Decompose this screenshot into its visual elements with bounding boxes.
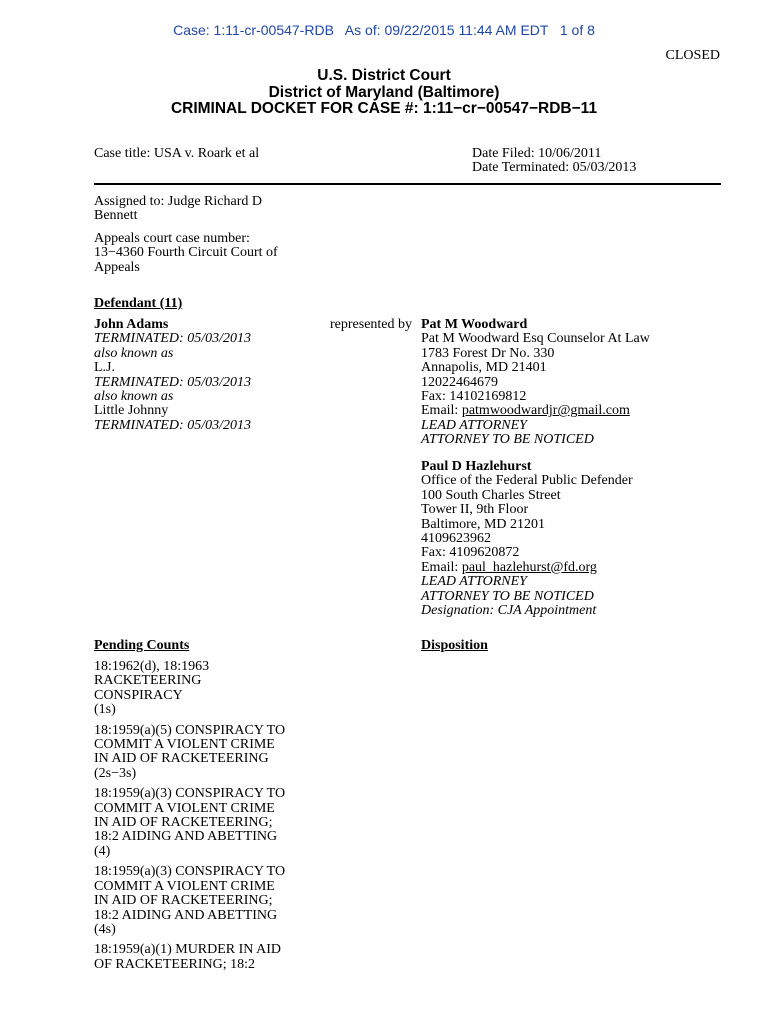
attorney-email-link[interactable]: paul_hazlehurst@fd.org	[461, 559, 597, 575]
assigned-line-1: Assigned to: Judge Richard D	[94, 194, 262, 209]
aka-label: also known as	[94, 389, 174, 405]
count-line: (4s)	[94, 921, 116, 937]
count-line: 18:2 AIDING AND ABETTING	[94, 829, 278, 845]
count-line: IN AID OF RACKETEERING	[94, 751, 269, 767]
attorney-address: Annapolis, MD 21401	[421, 360, 547, 376]
attorney-designation: Designation: CJA Appointment	[421, 603, 597, 619]
assigned-line-2: Bennett	[94, 208, 138, 224]
count-line: 18:1959(a)(1) MURDER IN AID	[94, 942, 282, 958]
count-line: (1s)	[94, 702, 116, 718]
represented-by-label: represented by	[330, 317, 413, 332]
count-entry	[94, 724, 314, 782]
count-line: CONSPIRACY	[94, 687, 183, 703]
terminated-date: TERMINATED: 05/03/2013	[94, 331, 251, 347]
count-entry	[94, 787, 314, 859]
email-label: Email:	[421, 403, 462, 419]
defendant-alias: L.J.	[94, 360, 115, 376]
attorney-role: LEAD ATTORNEY	[421, 417, 527, 433]
count-entry	[94, 660, 314, 718]
attorney-role: ATTORNEY TO BE NOTICED	[421, 588, 594, 604]
count-line: (4)	[94, 843, 111, 859]
defendant-heading: Defendant (11)	[94, 296, 183, 311]
count-line: COMMIT A VIOLENT CRIME	[94, 737, 275, 753]
count-line: 18:2 AIDING AND ABETTING	[94, 907, 278, 923]
defendant-name: John Adams	[94, 317, 169, 332]
attorney-org: Office of the Federal Public Defender	[421, 473, 633, 489]
docket-title: CRIMINAL DOCKET FOR CASE #: 1:11−cr−00547−RDB−11	[170, 100, 598, 117]
count-line: IN AID OF RACKETEERING;	[94, 893, 273, 909]
attorney-name: Paul D Hazlehurst	[421, 459, 532, 474]
attorney-phone: 4109623962	[421, 531, 491, 547]
appeals-line-2: 13−4360 Fourth Circuit Court of	[94, 245, 278, 261]
attorney-role: LEAD ATTORNEY	[421, 574, 527, 590]
attorney-email-link[interactable]: patmwoodwardjr@gmail.com	[461, 403, 630, 419]
defendant-block	[94, 318, 251, 433]
count-entry	[94, 865, 314, 937]
header-divider	[94, 183, 721, 185]
attorney-address: Baltimore, MD 21201	[421, 516, 546, 532]
count-line: COMMIT A VIOLENT CRIME	[94, 878, 275, 894]
defendant-alias: Little Johnny	[94, 403, 169, 419]
attorney-fax: Fax: 4109620872	[421, 545, 520, 561]
assigned-judge	[94, 195, 262, 224]
pending-counts-heading: Pending Counts	[94, 638, 190, 653]
pending-counts-list	[94, 660, 314, 978]
count-line: 18:1962(d), 18:1963	[94, 659, 210, 674]
attorney-name: Pat M Woodward	[421, 317, 528, 332]
docket-banner: Case: 1:11-cr-00547-RDB As of: 09/22/2015 11:44 AM EDT 1 of 8	[173, 22, 595, 38]
count-line: 18:1959(a)(5) CONSPIRACY TO	[94, 722, 286, 738]
date-filed: Date Filed: 10/06/2011	[472, 146, 602, 161]
court-heading	[0, 68, 768, 118]
aka-label: also known as	[94, 345, 174, 361]
attorney-fax: Fax: 14102169812	[421, 389, 527, 405]
attorney-phone: 12022464679	[421, 374, 498, 390]
attorney-email-row	[421, 561, 633, 575]
attorney-block	[421, 460, 633, 618]
terminated-date: TERMINATED: 05/03/2013	[94, 417, 251, 433]
attorney-address: 100 South Charles Street	[421, 487, 561, 503]
terminated-date: TERMINATED: 05/03/2013	[94, 374, 251, 390]
attorney-org: Pat M Woodward Esq Counselor At Law	[421, 331, 650, 347]
count-line: 18:1959(a)(3) CONSPIRACY TO	[94, 786, 286, 802]
attorney-address: Tower II, 9th Floor	[421, 502, 529, 518]
disposition-heading: Disposition	[421, 638, 488, 653]
attorney-email-row	[421, 404, 650, 418]
count-line: OF RACKETEERING; 18:2	[94, 956, 255, 972]
appeals-case-number	[94, 232, 278, 275]
case-status: CLOSED	[665, 48, 720, 63]
count-line: RACKETEERING	[94, 673, 202, 689]
appeals-line-3: Appeals	[94, 259, 140, 275]
count-line: 18:1959(a)(3) CONSPIRACY TO	[94, 864, 286, 880]
count-entry	[94, 943, 314, 972]
email-label: Email:	[421, 559, 462, 575]
court-name: U.S. District Court	[317, 67, 451, 84]
case-title: Case title: USA v. Roark et al	[94, 146, 260, 161]
case-dates	[472, 147, 636, 176]
count-line: (2s−3s)	[94, 765, 137, 781]
court-district: District of Maryland (Baltimore)	[268, 83, 500, 101]
count-line: COMMIT A VIOLENT CRIME	[94, 800, 275, 816]
date-terminated: Date Terminated: 05/03/2013	[472, 160, 637, 176]
attorney-address: 1783 Forest Dr No. 330	[421, 345, 555, 361]
attorney-block	[421, 318, 650, 448]
appeals-line-1: Appeals court case number:	[94, 231, 250, 246]
count-line: IN AID OF RACKETEERING;	[94, 815, 273, 831]
attorney-role: ATTORNEY TO BE NOTICED	[421, 432, 594, 448]
